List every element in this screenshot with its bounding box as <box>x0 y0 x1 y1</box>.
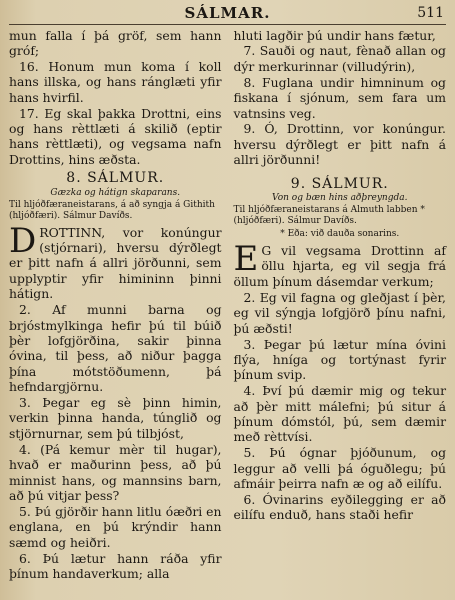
verse-text: G vil vegsama Drottinn af öllu hjarta, eg vil segja frá öllum þínum dásemdar verkum; <box>233 243 446 289</box>
page-number: 511 <box>417 5 444 21</box>
psalm-8-verse-4: 4. (Pá kemur mèr til hugar), hvað er maðurinn þess, að þú minnist hans, og mannsins barn, að þú vitjar þess? <box>9 441 222 503</box>
psalm-9-verse-5: 5. Þú ógnar þjóðunum, og leggur að velli þá óguðlegu; þú afmáir þeirra nafn æ og að eilífu. <box>233 445 446 492</box>
psalm-8-title: 8. SÁLMUR. <box>66 170 165 187</box>
verse-text: ROTTINN, vor konúngur (stjórnari), hversu dýrðlegt er þitt nafn á allri jörðunni, sem upplyptir yfir himininn þinni hátign. <box>9 224 222 302</box>
psalm-9-verse-2: 2. Eg vil fagna og gleðjast í þèr, eg vil sýngja lofgjörð þínu nafni, þú æðsti! <box>233 289 446 336</box>
verse-16: 16. Honum mun koma í koll hans illska, og hans ránglæti yfir hans hvirfil. <box>9 58 222 105</box>
running-head: SÁLMAR. <box>184 4 271 22</box>
verse-continuation: mun falla í þá gröf, sem hann gróf; <box>9 28 222 59</box>
psalm-8-subtitle: Gæzka og hátign skaparans. <box>50 187 181 198</box>
psalm-8-verse-1 <box>9 220 222 302</box>
drop-cap: D <box>9 220 37 261</box>
psalm-9-footnote: * Eða: við dauða sonarins. <box>280 229 400 240</box>
verse-17: 17. Eg skal þakka Drottni, eins og hans rèttlæti á skilið (eptir hans rèttlæti), og vegsama nafn Drottins, hins æðsta. <box>9 105 222 167</box>
psalm-9-verse-3: 3. Þegar þú lætur mína óvini flýa, hníga og tortýnast fyrir þínum svip. <box>233 336 446 383</box>
psalm-9-title: 9. SÁLMUR. <box>290 175 389 192</box>
psalm-8-verse-6: 6. Þú lætur hann ráða yfir þínum handaverkum; alla <box>9 550 222 581</box>
verse-continuation: hluti lagðir þú undir hans fætur, <box>233 28 436 43</box>
two-column-text <box>9 28 446 581</box>
psalm-9-verse-4: 4. Því þú dæmir mig og tekur að þèr mitt málefni; þú situr á þínum dómstól, þú, sem dæmir með rèttvísi. <box>233 383 446 445</box>
psalm-8-verse-7: 7. Sauði og naut, fènað allan og dýr merkurinnar (villudýrin), <box>233 43 446 74</box>
psalm-8-verse-9: 9. Ó, Drottinn, vor konúngur. hversu dýrðlegt er þitt nafn á allri jörðunni! <box>233 121 446 168</box>
psalm-9-verse-1 <box>233 239 447 289</box>
psalm-8-verse-5: 5. Þú gjörðir hann litlu óæðri en englana, en þú krýndir hann sæmd og heiðri. <box>9 503 222 550</box>
psalm-8-verse-3: 3. Þegar eg sè þinn himin, verkin þinna handa, túnglið og stjörnurnar, sem þú tilbjóst, <box>9 395 222 441</box>
psalm-9-superscription: Til hljóðfæraneistarans á Almuth labben * (hljóðfæri). Sálmur Davíðs. <box>233 205 425 227</box>
psalm-9-verse-6: 6. Óvinarins eyðilegging er að eilífu enduð, hans staði hefir <box>233 492 446 523</box>
left-column <box>9 28 222 581</box>
psalm-8-superscription: Til hljóðfæraneistarans, á að syngja á Githith (hljóðfæri). Sálmur Davíðs. <box>9 199 215 221</box>
psalm-8-verse-2: 2. Af munni barna og brjóstmylkinga hefir þú til búið þèr lofgjörðina, sakir þinna óvina, til þess, að niður þagga þína mótstöðumenn, þá hefndargjörnu. <box>9 302 222 395</box>
page-header <box>9 4 446 25</box>
right-column <box>234 28 447 581</box>
drop-cap: E <box>233 239 259 280</box>
psalm-8-verse-8: 8. Fuglana undir himninum og fiskana í sjónum, sem fara um vatnsins veg. <box>233 74 446 121</box>
psalm-9-subtitle: Von og bæn hins aðþreyngda. <box>272 193 408 204</box>
